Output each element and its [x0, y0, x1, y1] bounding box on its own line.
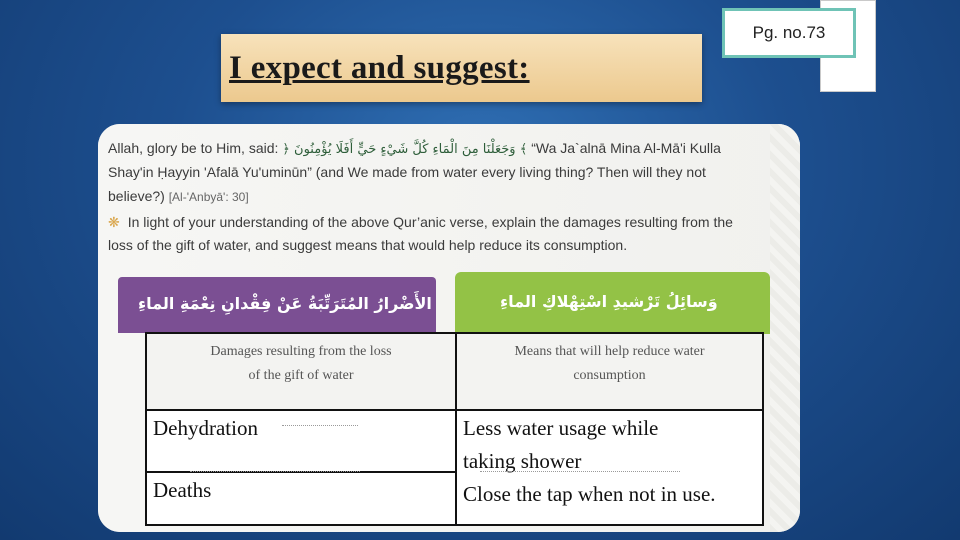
- damage-item: Deaths: [153, 478, 212, 502]
- dotted-line: [282, 425, 358, 426]
- right-subheader-cell: [456, 333, 763, 410]
- verse-line-1: [108, 140, 721, 157]
- dotted-line: [480, 471, 680, 472]
- instruction-line-1: ❋ In light of your understanding of the above Qur’anic verse, explain the damages resulting from the: [108, 214, 733, 230]
- damage-item: Dehydration: [153, 416, 258, 440]
- left-subheader-cell: [146, 333, 456, 410]
- verse-end: believe?): [108, 188, 165, 204]
- slide-title: I expect and suggest:: [229, 50, 530, 86]
- instruction-line-2: loss of the gift of water, and suggest means that would help reduce its consumption.: [108, 237, 628, 253]
- verse-line-3: [108, 188, 249, 204]
- flower-bullet-icon: ❋: [108, 214, 120, 230]
- right-header-arabic: وَسائِلُ تَرْشيدِ اسْتِهْلاكِ الماءِ: [500, 292, 718, 311]
- left-cell-2: [146, 472, 456, 525]
- means-item: taking shower: [463, 449, 582, 473]
- verse-transliteration: “Wa Ja`alnā Mina Al-Mā'i Kulla: [531, 140, 721, 156]
- dotted-line: [190, 471, 360, 472]
- right-subheader: Means that will help reduce water consumption: [514, 344, 705, 383]
- left-header-arabic: الأَضْرارُ المُتَرَتِّبَةُ عَنْ فِقْدانِ نِعْمَةِ الماءِ: [138, 294, 432, 313]
- left-cell-1: [146, 410, 456, 472]
- left-subheader: Damages resulting from the loss of the gift of water: [210, 344, 392, 383]
- verse-arabic: ﴿ وَجَعَلْنَا مِنَ الْمَاءِ كُلَّ شَيْءٍ حَيٍّ أَفَلَا يُؤْمِنُونَ ﴾: [282, 142, 528, 157]
- page-label: Pg. no.73: [722, 8, 856, 58]
- verse-prefix: Allah, glory be to Him, said:: [108, 140, 279, 156]
- decorative-pattern: [770, 124, 800, 532]
- verse-line-2: Shay'in Ḥayyin 'Afalā Yu'uminūn” (and We made from water every living thing? Then will they not: [108, 164, 706, 180]
- right-cell: [456, 410, 763, 525]
- verse-reference: [Al-'Anbyā': 30]: [168, 190, 249, 204]
- damages-means-table: [145, 332, 764, 526]
- means-item: Close the tap when not in use.: [463, 482, 716, 506]
- means-item: Less water usage while: [463, 416, 659, 440]
